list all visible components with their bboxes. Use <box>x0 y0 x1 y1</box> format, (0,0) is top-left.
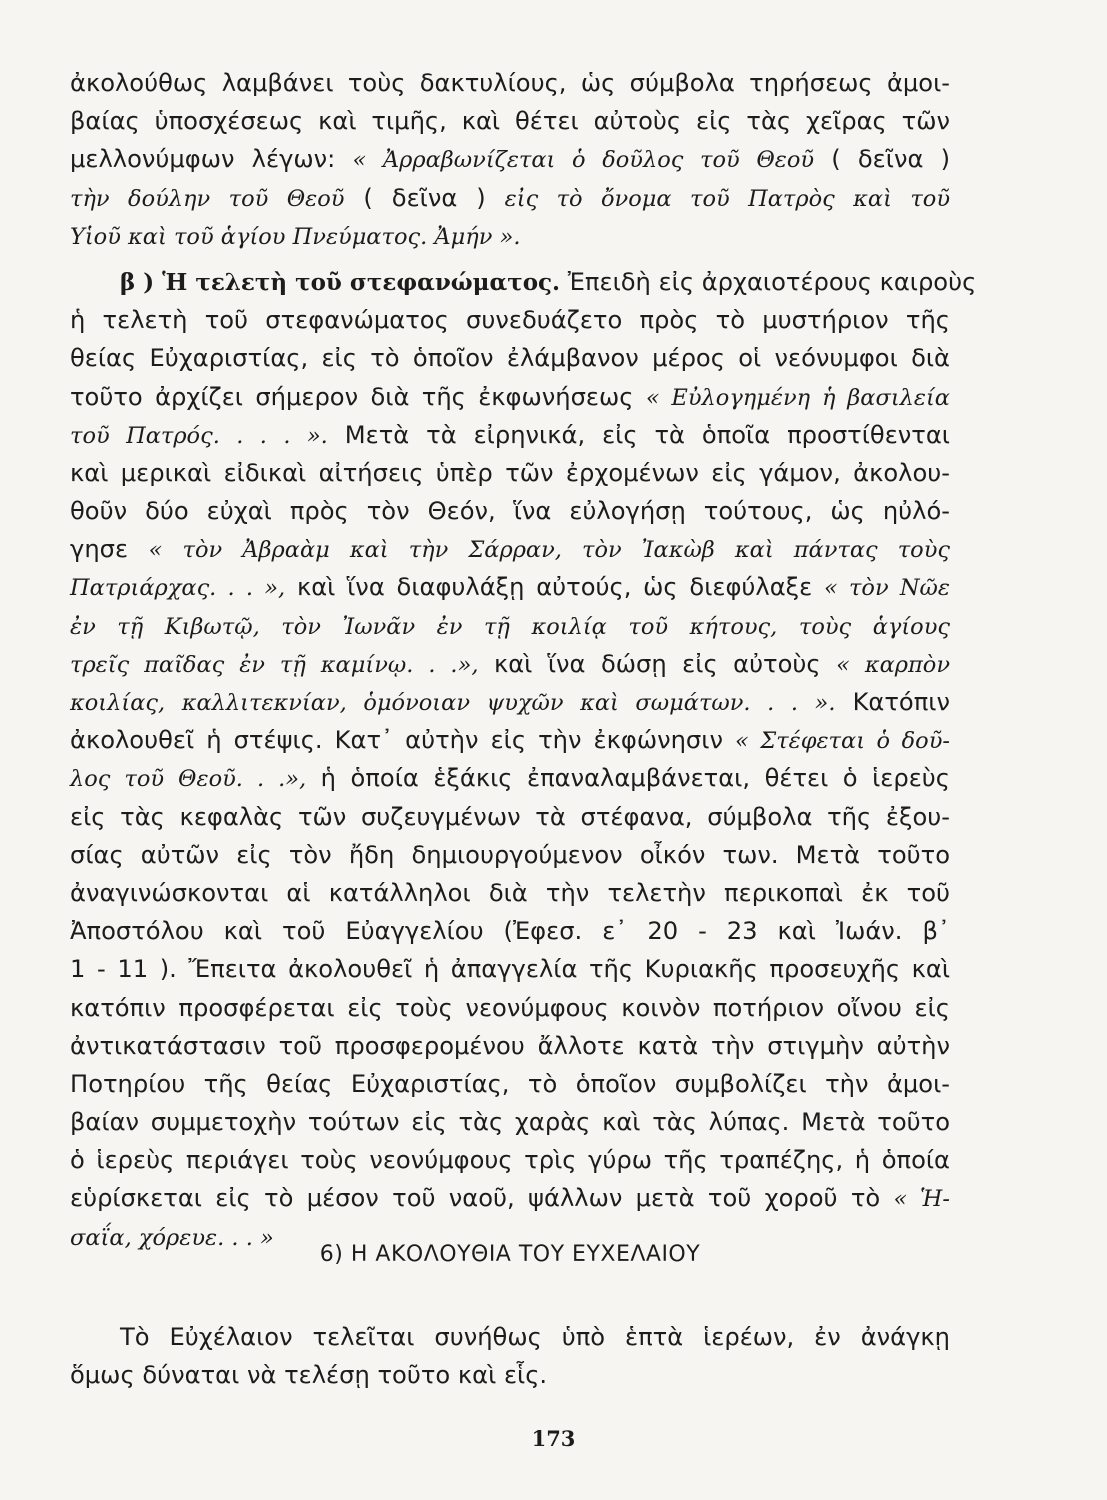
text-line <box>70 179 950 217</box>
quote-run: κοιλίας, καλλιτεκνίαν, ὁμόνοιαν ψυχῶν καὶ σωμάτων. . . ». <box>70 690 836 716</box>
text-line: ἡ τελετὴ τοῦ στεφανώματος συνεδυάζετο πρὸς τὸ μυστήριον τῆς <box>70 306 950 335</box>
quote-run: « καρπὸν <box>836 651 951 678</box>
text-line: ὁ ἱερεὺς περιάγει τοὺς νεονύμφους τρὶς γύρω τῆς τραπέζης, ἡ ὁποία <box>70 1146 950 1175</box>
text-line <box>70 263 977 301</box>
text-line <box>70 683 950 721</box>
quote-run: λος τοῦ Θεοῦ. . .», <box>70 766 307 793</box>
text-line: ἀναγινώσκονται αἱ κατάλληλοι διὰ τὴν τελετὴν περικοπαὶ ἐκ τοῦ <box>70 878 950 907</box>
quote-run: « Ἀρραβωνίζεται ὁ δοῦλος τοῦ Θεοῦ <box>352 147 815 174</box>
text-line: 1 - 11 ). Ἔπειτα ἀκολουθεῖ ἡ ἀπαγγελία τῆς Κυριακῆς προσευχῆς καὶ <box>70 955 950 984</box>
text-run: Κατόπιν <box>835 688 950 716</box>
section-paragraph <box>70 1318 950 1394</box>
text-run: καὶ ἵνα δώσῃ εἰς αὐτοὺς <box>478 649 837 678</box>
quote-run: τοῦ Πατρός. . . . ». <box>70 422 328 449</box>
text-line: εἰς τὰς κεφαλὰς τῶν συζευγμένων τὰ στέφανα, σύμβολα τῆς ἐξου- <box>70 802 950 831</box>
text-run: εὑρίσκεται εἰς τὸ μέσον τοῦ ναοῦ, ψάλλων μετὰ τοῦ χοροῦ τὸ <box>70 1184 894 1213</box>
text-run: ἡ ὁποία ἑξάκις ἐπαναλαμβάνεται, θέτει ὁ ἱερεὺς <box>306 764 950 793</box>
quote-run: Υἱοῦ καὶ τοῦ ἁγίου Πνεύματος. Ἀμήν ». <box>70 223 521 250</box>
text-line: ἀκολούθως λαμβάνει τοὺς δακτυλίους, ὡς σύμβολα τηρήσεως ἀμοι- <box>70 69 950 97</box>
text-line <box>70 645 950 683</box>
quote-run: « τὸν Ἀβραὰμ καὶ τὴν Σάρραν, τὸν Ἰακὼβ καὶ πάντας τοὺς <box>148 537 950 564</box>
text-line <box>70 568 950 606</box>
text-line: Ποτηρίου τῆς θείας Εὐχαριστίας, τὸ ὁποῖον συμβολίζει τὴν ἀμοι- <box>70 1069 950 1098</box>
quote-run: Πατριάρχας. . . », <box>70 575 286 602</box>
text-line <box>70 217 950 255</box>
text-line: καὶ μερικαὶ εἰδικαὶ αἰτήσεις ὑπὲρ τῶν ἐρχομένων εἰς γάμον, ἀκολου- <box>70 458 950 487</box>
quote-run: τὴν δούλην τοῦ Θεοῦ <box>70 185 345 212</box>
quote-run: « Ἡ- <box>893 1186 950 1213</box>
text-run: ( δεῖνα ) <box>344 183 505 212</box>
quote-run: εἰς τὸ ὄνομα τοῦ Πατρὸς καὶ τοῦ <box>504 185 951 212</box>
page-content <box>70 64 977 1390</box>
text-line: θείας Εὐχαριστίας, εἰς τὸ ὁποῖον ἐλάμβανον μέρος οἱ νεόνυμφοι διὰ <box>70 344 950 373</box>
text-line: Τὸ Εὐχέλαιον τελεῖται συνήθως ὑπὸ ἑπτὰ ἱερέων, ἐν ἀνάγκῃ <box>120 1323 950 1351</box>
quote-run: « Εὐλογημένη ἡ βασιλεία <box>645 384 950 411</box>
text-line <box>70 759 950 797</box>
text-line: σίας αὐτῶν εἰς τὸν ἤδη δημιουργούμενον οἶκόν των. Μετὰ τοῦτο <box>70 840 950 869</box>
text-line <box>70 607 950 645</box>
quote-run: ἐν τῇ Κιβωτῷ, τὸν Ἰωνᾶν ἐν τῇ κοιλίᾳ τοῦ κήτους, τοὺς ἁγίους <box>70 613 950 640</box>
section-title: 6) Η ΑΚΟΛΟΥΘΙΑ ΤΟΥ ΕΥΧΕΛΑΙΟΥ <box>319 1242 701 1267</box>
quote-run: σαΐα, χόρευε. . . » <box>70 1224 274 1251</box>
text-run: Μετὰ τὰ εἰρηνικά, εἰς τὰ ὁποῖα προστίθενται <box>327 420 950 449</box>
text-run: ἀκολουθεῖ ἡ στέψις. Κατ᾽ αὐτὴν εἰς τὴν ἐκφώνησιν <box>70 726 736 755</box>
text-line <box>70 1179 950 1217</box>
text-line <box>70 416 950 454</box>
text-line <box>70 140 950 178</box>
text-line <box>70 378 950 416</box>
text-run: ( δεῖνα ) <box>814 145 951 174</box>
quote-run: « Στέφεται ὁ δοῦ- <box>735 728 950 755</box>
section-heading: β ) Ἡ τελετὴ τοῦ στεφανώματος. <box>120 268 561 296</box>
quote-run: « τὸν Νῶε <box>823 575 950 602</box>
text-line: βαίας ὑποσχέσεως καὶ τιμῆς, καὶ θέτει αὐτοὺς εἰς τὰς χεῖρας τῶν <box>70 107 950 136</box>
text-line <box>70 530 950 568</box>
text-run: γησε <box>70 535 149 564</box>
text-run: Ἐπειδὴ εἰς ἀρχαιοτέρους καιροὺς <box>560 267 977 296</box>
text-line: ἀντικατάστασιν τοῦ προσφερομένου ἄλλοτε κατὰ τὴν στιγμὴν αὐτὴν <box>70 1031 950 1060</box>
text-line: βαίαν συμμετοχὴν τούτων εἰς τὰς χαρὰς καὶ τὰς λύπας. Μετὰ τοῦτο <box>70 1108 950 1137</box>
text-run: καὶ ἵνα διαφυλάξῃ αὐτούς, ὡς διεφύλαξε <box>285 573 824 602</box>
text-run: μελλονύμφων λέγων: <box>70 145 353 174</box>
text-line: ὅμως δύναται νὰ τελέσῃ τοῦτο καὶ εἷς. <box>70 1361 548 1390</box>
text-line: κατόπιν προσφέρεται εἰς τοὺς νεονύμφους κοινὸν ποτήριον οἴνου εἰς <box>70 993 950 1022</box>
quote-run: τρεῖς παῖδας ἐν τῇ καμίνῳ. . .», <box>70 651 479 678</box>
page-number: 173 <box>531 1426 576 1451</box>
text-line: Ἀποστόλου καὶ τοῦ Εὐαγγελίου (Ἐφεσ. ε᾽ 20 - 23 καὶ Ἰωάν. β᾽ <box>70 917 950 946</box>
text-line <box>70 721 950 759</box>
text-run: τοῦτο ἀρχίζει σήμερον διὰ τῆς ἐκφωνήσεως <box>70 382 646 411</box>
text-line: θοῦν δύο εὐχαὶ πρὸς τὸν Θεόν, ἵνα εὐλογήσῃ τούτους, ὡς ηὐλό- <box>70 497 950 526</box>
